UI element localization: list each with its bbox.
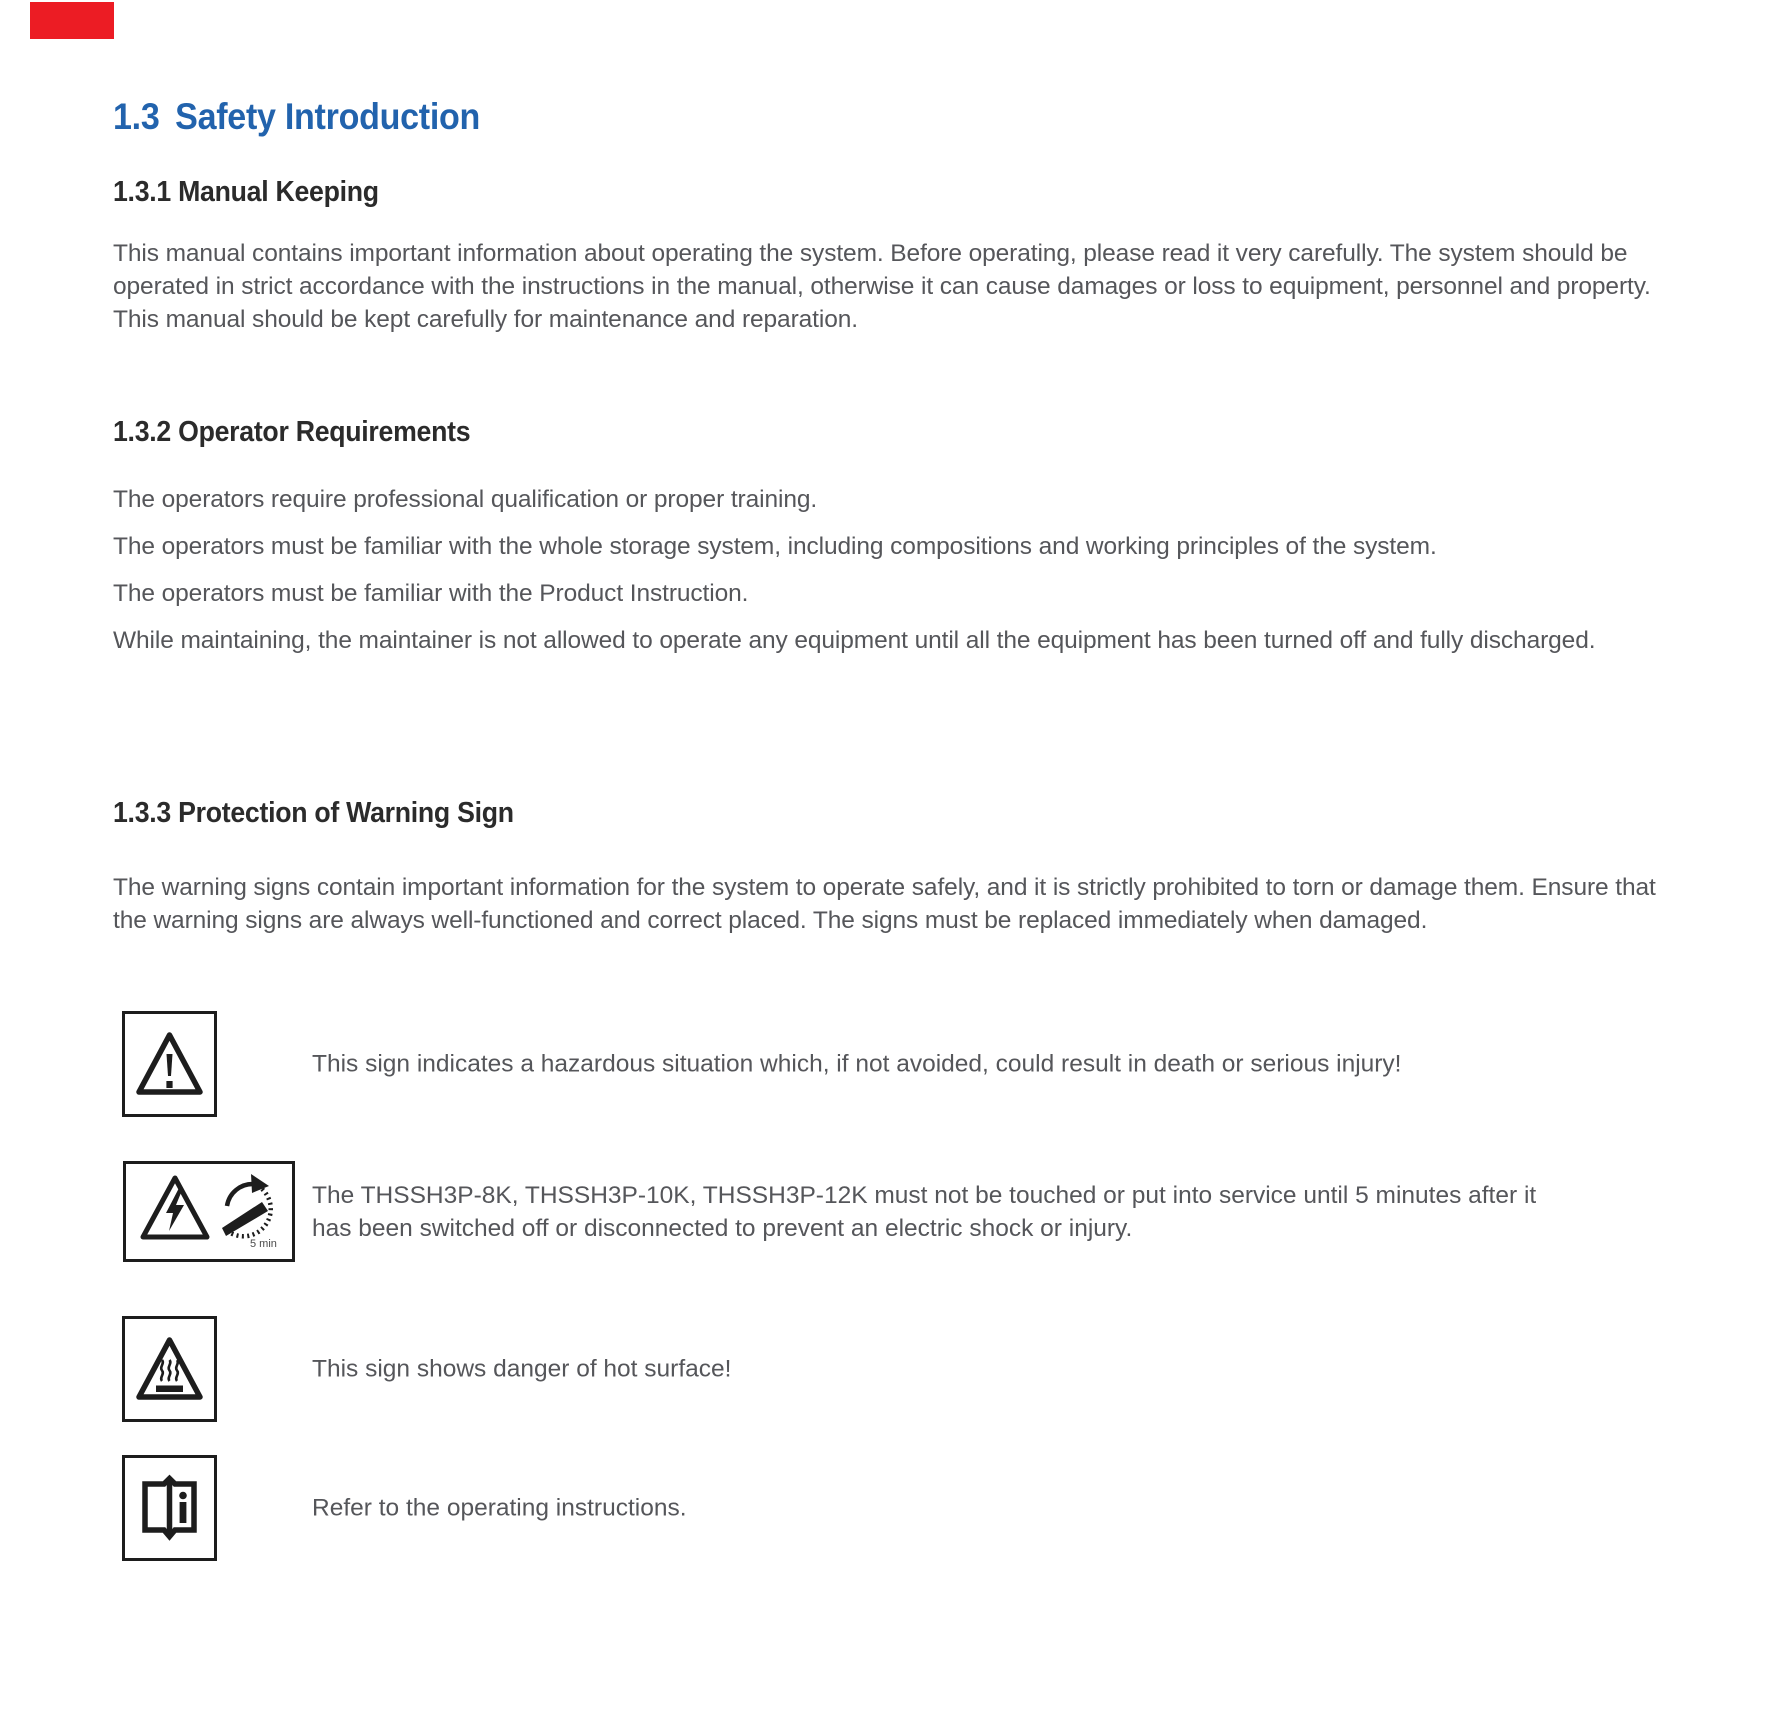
operator-requirement-item: The operators must be familiar with the whole storage system, including compositions and working principles of the system.: [113, 533, 1437, 560]
warning-text: This sign shows danger of hot surface!: [312, 1355, 732, 1383]
operator-requirement-item: While maintaining, the maintainer is not allowed to operate any equipment until all the equipment has been turned off and fully discharged.: [113, 627, 1596, 654]
section-title-text: Safety Introduction: [175, 96, 481, 137]
hot-surface-icon: [125, 1319, 214, 1419]
electric-shock-wait-icon: [127, 1165, 291, 1258]
section-number: 1.3: [113, 96, 160, 137]
page-title: [113, 94, 480, 140]
warning-text: Refer to the operating instructions.: [312, 1494, 687, 1522]
operator-requirements-list: [113, 483, 1633, 671]
warning-sign-box: [122, 1316, 217, 1422]
operator-requirement-item: The operators must be familiar with the Product Instruction.: [113, 580, 749, 607]
operator-requirement-item: The operators require professional qualification or proper training.: [113, 486, 818, 513]
operating-instructions-icon: [125, 1458, 214, 1558]
heading-protection-warning-sign: 1.3.3 Protection of Warning Sign: [113, 797, 514, 829]
heading-operator-requirements: 1.3.2 Operator Requirements: [113, 416, 471, 448]
warning-sign-box: [123, 1161, 295, 1262]
paragraph-warning-sign: The warning signs contain important information for the system to operate safely, and it is strictly prohibited to torn or damage them. Ensure that the warning signs are always well-functioned and correct placed. The signs must be replaced immediately when damaged.: [113, 874, 1656, 934]
warning-text: This sign indicates a hazardous situation which, if not avoided, could result in death or serious injury!: [312, 1050, 1402, 1078]
timer-label: 5 min: [250, 1238, 277, 1250]
heading-manual-keeping: 1.3.1 Manual Keeping: [113, 176, 379, 208]
general-warning-icon: [125, 1014, 214, 1114]
page-corner-marker: [30, 2, 114, 39]
warning-sign-box: [122, 1455, 217, 1561]
warning-sign-box: [122, 1011, 217, 1117]
warning-text: The THSSH3P-8K, THSSH3P-10K, THSSH3P-12K must not be touched or put into service until 5 minutes after it has been switched off or disconnected to prevent an electric shock or injury.: [312, 1182, 1537, 1242]
paragraph-manual-keeping: This manual contains important information about operating the system. Before operating, please read it very carefully. The system should be operated in strict accordance with the instructions in the manual, otherwise it can cause damages or loss to equipment, personnel and property. This manual should be kept carefully for maintenance and reparation.: [113, 240, 1651, 333]
